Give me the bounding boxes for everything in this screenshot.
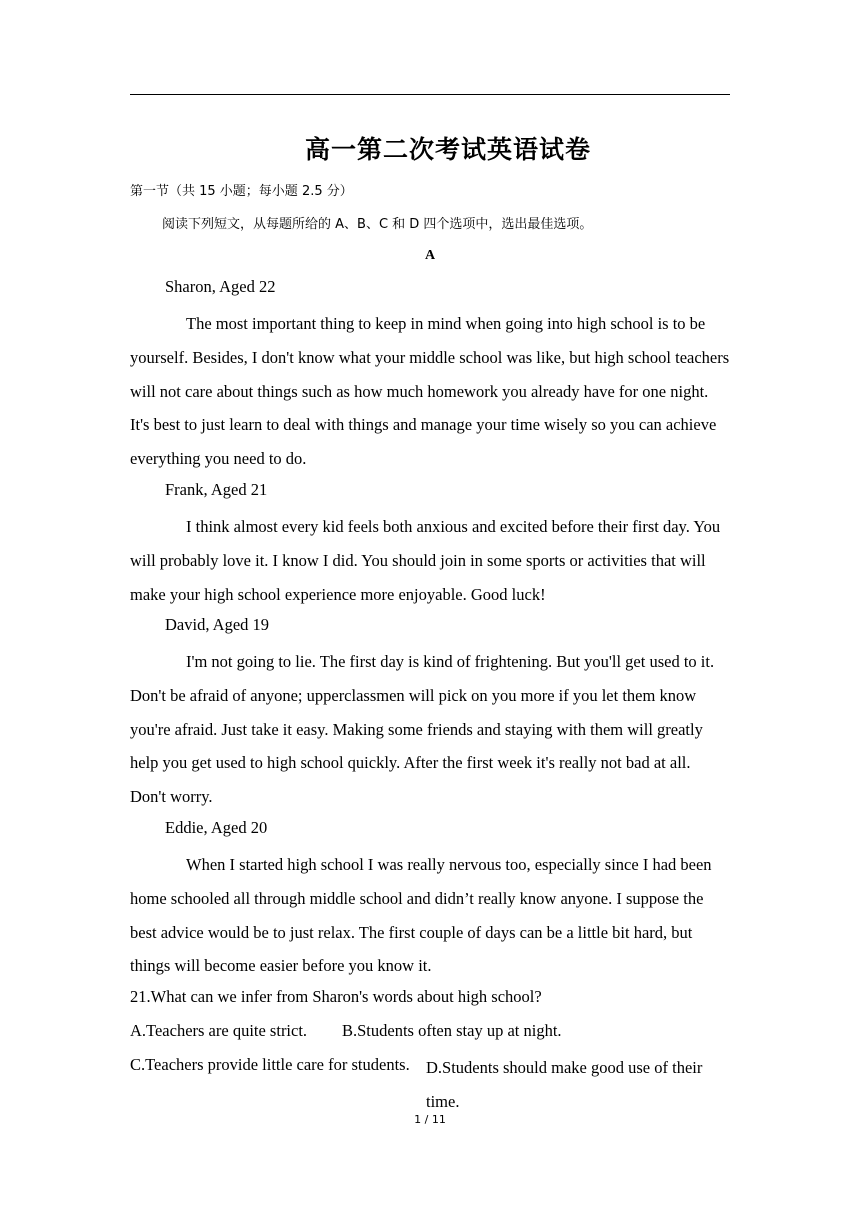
paragraph-text: I'm not going to lie. The first day is kind of frightening. But you'll get used to it. Don't be afraid of anyone; upperclassmen will pick on you more if you let them know you're afraid. Just take it easy. Making some friends and staying with them will greatly help you get used to high school quickly. After the first week it's really not bad at all. Don't worry. xyxy=(130,652,715,807)
question-stem: 21.What can we infer from Sharon's words about high school? xyxy=(130,987,542,1006)
section-label: 第一节（共 15 小题；每小题 2.5 分） xyxy=(130,184,353,199)
header-rule xyxy=(130,94,730,95)
paragraph-text: The most important thing to keep in mind when going into high school is to be yourself. Besides, I don't know what your middle school was like, but high school teachers will not care about things such as how much homework you already have for one night. It's best to just learn to deal with things and manage your time wisely so you can achieve everything you need to do. xyxy=(130,314,730,469)
option-d xyxy=(426,1051,730,1119)
page-title: 高一第二次考试英语试卷 xyxy=(304,135,591,164)
option-c: C.Teachers provide little care for students. xyxy=(130,1055,410,1074)
speaker-name: David, Aged 19 xyxy=(165,615,270,634)
speaker-paragraph xyxy=(130,645,730,814)
speaker-paragraph xyxy=(130,848,730,983)
paragraph-text: When I started high school I was really nervous too, especially since I had been home schooled all through middle school and didn’t really know anyone. I suppose the best advice would be to just relax. The first couple of days can be a little bit hard, but things will become easier before you know it. xyxy=(130,855,712,976)
speaker-name: Eddie, Aged 20 xyxy=(165,818,268,837)
speaker-paragraph xyxy=(130,307,730,476)
speaker-name: Frank, Aged 21 xyxy=(165,480,268,499)
passage-letter: A xyxy=(424,248,436,263)
page-number: 1 / 11 xyxy=(414,1113,446,1126)
option-a: A.Teachers are quite strict. xyxy=(130,1021,308,1040)
option-d-text: D.Students should make good use of their time. xyxy=(426,1058,703,1111)
instructions: 阅读下列短文，从每题所给的 A、B、C 和 D 四个选项中，选出最佳选项。 xyxy=(162,217,593,232)
speaker-name: Sharon, Aged 22 xyxy=(165,277,276,296)
paragraph-text: I think almost every kid feels both anxious and excited before their first day. You will probably love it. I know I did. You should join in some sports or activities that will make your high school experience more enjoyable. Good luck! xyxy=(130,517,721,604)
speaker-paragraph xyxy=(130,510,730,611)
option-b: B.Students often stay up at night. xyxy=(342,1021,562,1040)
